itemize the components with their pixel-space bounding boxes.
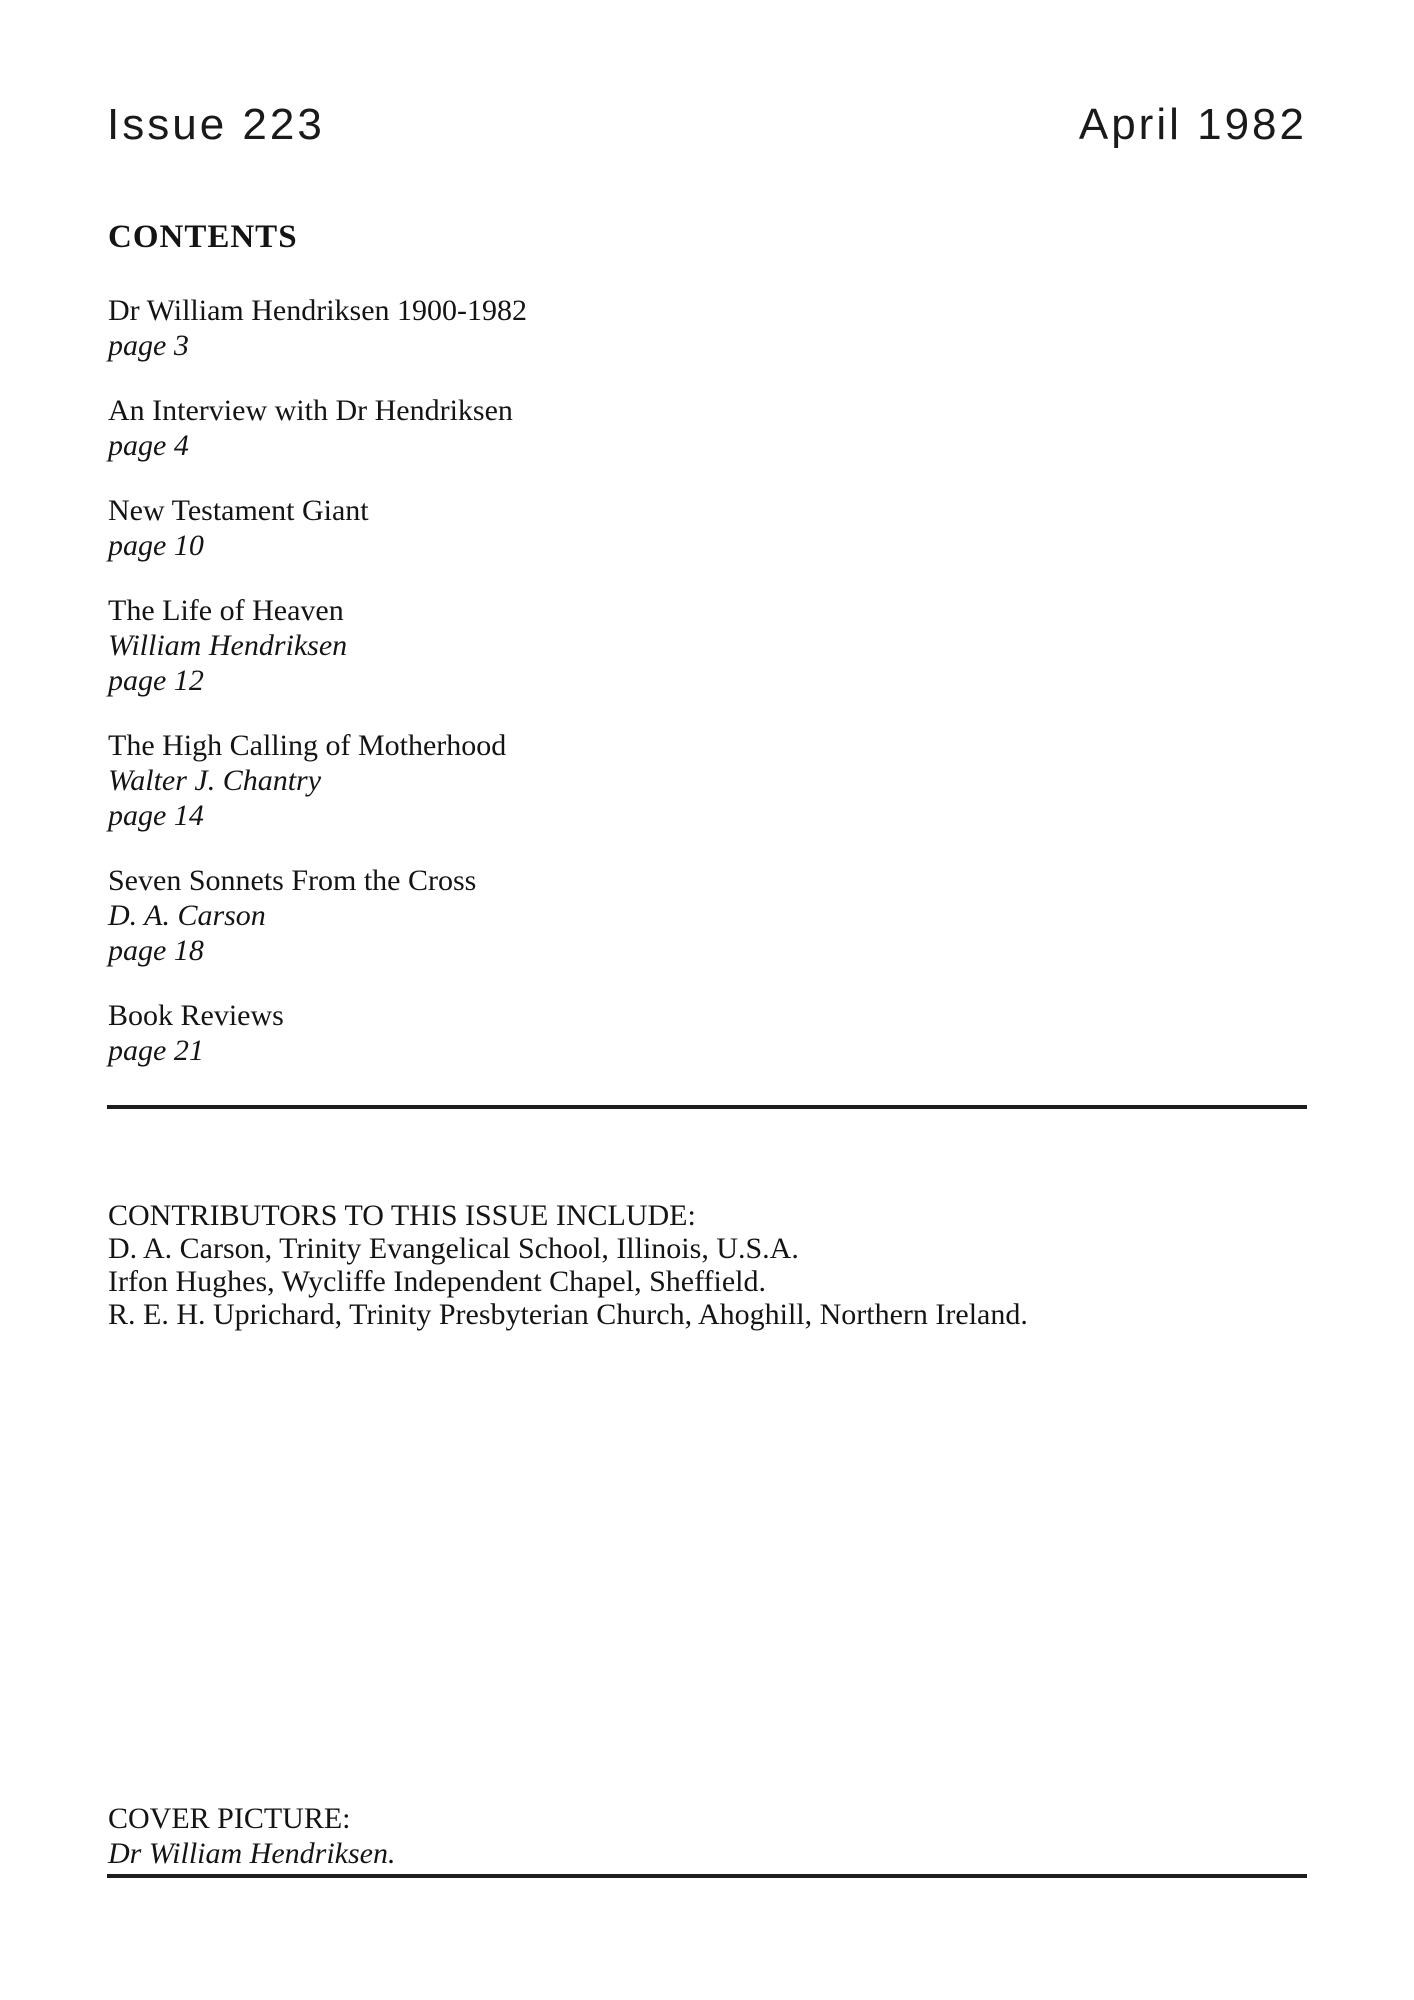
toc-entry-author: D. A. Carson bbox=[108, 899, 266, 932]
toc-entry bbox=[108, 293, 527, 363]
page-header bbox=[107, 101, 1307, 149]
divider-rule-top bbox=[107, 1105, 1307, 1109]
toc-entry-page: page 10 bbox=[108, 529, 204, 562]
contributor-line: R. E. H. Uprichard, Trinity Presbyterian Church, Ahoghill, Northern Ireland. bbox=[108, 1298, 1028, 1331]
toc-entry-title: New Testament Giant bbox=[108, 494, 369, 527]
toc-entry-title: The High Calling of Motherhood bbox=[108, 729, 507, 762]
toc-entry-author: William Hendriksen bbox=[108, 629, 348, 662]
toc-entry-title: An Interview with Dr Hendriksen bbox=[108, 394, 513, 427]
toc-entry bbox=[108, 393, 527, 463]
contributor-line: D. A. Carson, Trinity Evangelical School, Illinois, U.S.A. bbox=[108, 1232, 799, 1265]
toc-entry bbox=[108, 728, 527, 833]
toc-entry-author: Walter J. Chantry bbox=[108, 764, 322, 797]
toc-entry bbox=[108, 998, 527, 1068]
divider-rule-bottom bbox=[107, 1874, 1307, 1878]
contents-heading: CONTENTS bbox=[108, 219, 298, 255]
toc-entry-page: page 21 bbox=[108, 1034, 204, 1067]
toc-entry-title: Seven Sonnets From the Cross bbox=[108, 864, 477, 897]
cover-picture-heading: COVER PICTURE: bbox=[108, 1802, 351, 1835]
toc-entry bbox=[108, 493, 527, 563]
table-of-contents bbox=[108, 293, 527, 1098]
toc-entry bbox=[108, 863, 527, 968]
toc-entry-page: page 12 bbox=[108, 664, 204, 697]
cover-picture-section bbox=[108, 1801, 395, 1871]
toc-entry bbox=[108, 593, 527, 698]
toc-entry-title: Dr William Hendriksen 1900-1982 bbox=[108, 294, 528, 327]
toc-entry-page: page 3 bbox=[108, 329, 189, 362]
toc-entry-title: Book Reviews bbox=[108, 999, 284, 1032]
contributors-section bbox=[108, 1199, 1028, 1331]
contributors-heading: CONTRIBUTORS TO THIS ISSUE INCLUDE: bbox=[108, 1199, 696, 1232]
toc-entry-page: page 14 bbox=[108, 799, 204, 832]
issue-date: April 1982 bbox=[1078, 100, 1307, 149]
contributor-line: Irfon Hughes, Wycliffe Independent Chapel, Sheffield. bbox=[108, 1265, 767, 1298]
issue-number: Issue 223 bbox=[107, 100, 325, 149]
cover-picture-caption: Dr William Hendriksen. bbox=[108, 1837, 396, 1870]
toc-entry-title: The Life of Heaven bbox=[108, 594, 344, 627]
toc-entry-page: page 18 bbox=[108, 934, 204, 967]
toc-entry-page: page 4 bbox=[108, 429, 189, 462]
